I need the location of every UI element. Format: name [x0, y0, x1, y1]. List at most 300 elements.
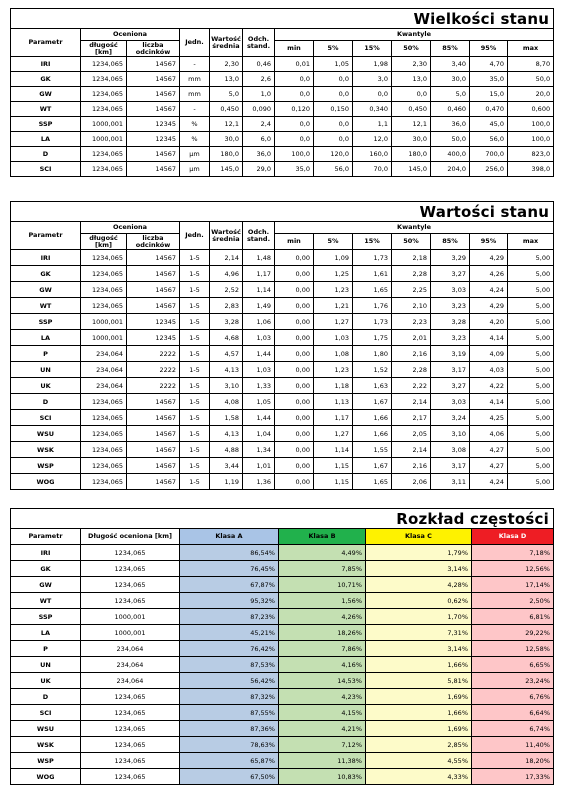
table-row: [11, 458, 554, 474]
col-q: max: [508, 41, 554, 57]
class-cell: 12,56%: [472, 561, 554, 577]
value-cell: 1,36: [243, 474, 275, 490]
param-cell: UN: [11, 657, 81, 673]
value-cell: 1,23: [314, 362, 353, 378]
table-row: [11, 162, 554, 177]
col-dlugosc: długość [km]: [81, 41, 127, 57]
class-cell: 6,76%: [472, 689, 554, 705]
value-cell: 2,17: [392, 410, 431, 426]
value-cell: 2,25: [392, 282, 431, 298]
class-cell: 4,55%: [366, 753, 472, 769]
value-cell: 0,00: [275, 378, 314, 394]
col-oceniona: Oceniona: [81, 222, 180, 234]
length-cell: 1234,065: [81, 705, 180, 721]
value-cell: 160,0: [353, 147, 392, 162]
value-cell: 4,25: [470, 410, 508, 426]
value-cell: 4,08: [210, 394, 243, 410]
param-cell: P: [11, 641, 81, 657]
value-cell: 1,05: [243, 394, 275, 410]
value-cell: 1234,065: [81, 72, 127, 87]
value-cell: 2222: [127, 346, 180, 362]
value-cell: 14567: [127, 298, 180, 314]
length-cell: 1000,001: [81, 625, 180, 641]
value-cell: 0,340: [353, 102, 392, 117]
value-cell: 0,00: [275, 458, 314, 474]
value-cell: 0,00: [275, 474, 314, 490]
class-cell: 87,32%: [180, 689, 279, 705]
class-cell: 6,81%: [472, 609, 554, 625]
table-row: [11, 641, 554, 657]
value-cell: 14567: [127, 102, 180, 117]
col-klasa-c: Klasa C: [366, 529, 472, 545]
class-cell: 1,69%: [366, 689, 472, 705]
value-cell: 2,30: [210, 57, 243, 72]
value-cell: 13,0: [210, 72, 243, 87]
value-cell: 45,0: [470, 117, 508, 132]
table-row: [11, 362, 554, 378]
value-cell: 1,25: [314, 266, 353, 282]
value-cell: 100,0: [508, 132, 554, 147]
value-cell: 1-5: [180, 330, 210, 346]
value-cell: 0,460: [431, 102, 470, 117]
param-cell: WOG: [11, 474, 81, 490]
length-cell: 1234,065: [81, 769, 180, 785]
value-cell: 1,34: [243, 442, 275, 458]
class-cell: 67,87%: [180, 577, 279, 593]
col-klasa-b: Klasa B: [279, 529, 366, 545]
value-cell: %: [180, 117, 210, 132]
param-cell: LA: [11, 132, 81, 147]
class-cell: 3,14%: [366, 561, 472, 577]
value-cell: 1-5: [180, 394, 210, 410]
value-cell: 3,0: [353, 72, 392, 87]
value-cell: 1,63: [353, 378, 392, 394]
value-cell: 1,61: [353, 266, 392, 282]
table-row: [11, 545, 554, 561]
class-cell: 18,26%: [279, 625, 366, 641]
param-cell: GW: [11, 87, 81, 102]
value-cell: 1234,065: [81, 266, 127, 282]
length-cell: 1234,065: [81, 545, 180, 561]
value-cell: 823,0: [508, 147, 554, 162]
table-row: [11, 442, 554, 458]
value-cell: 5,00: [508, 250, 554, 266]
value-cell: 1234,065: [81, 426, 127, 442]
length-cell: 1234,065: [81, 753, 180, 769]
value-cell: 2,22: [392, 378, 431, 394]
value-cell: 30,0: [392, 132, 431, 147]
col-q: 5%: [314, 234, 353, 250]
param-cell: SSP: [11, 314, 81, 330]
value-cell: 0,00: [275, 314, 314, 330]
value-cell: 0,00: [275, 394, 314, 410]
value-cell: 2,16: [392, 458, 431, 474]
value-cell: 1,23: [314, 282, 353, 298]
value-cell: 145,0: [210, 162, 243, 177]
class-cell: 76,45%: [180, 561, 279, 577]
value-cell: µm: [180, 147, 210, 162]
col-liczba: liczba odcinków: [127, 41, 180, 57]
col-klasa-d: Klasa D: [472, 529, 554, 545]
param-cell: GK: [11, 561, 81, 577]
class-cell: 45,21%: [180, 625, 279, 641]
class-cell: 11,38%: [279, 753, 366, 769]
value-cell: 2,14: [392, 442, 431, 458]
value-cell: 4,13: [210, 362, 243, 378]
value-cell: 4,03: [470, 362, 508, 378]
table-row: [11, 250, 554, 266]
class-cell: 87,55%: [180, 705, 279, 721]
value-cell: 1,19: [210, 474, 243, 490]
class-cell: 4,28%: [366, 577, 472, 593]
param-cell: WSK: [11, 442, 81, 458]
value-cell: 1,80: [353, 346, 392, 362]
col-q: 50%: [392, 234, 431, 250]
class-cell: 4,15%: [279, 705, 366, 721]
value-cell: 1,05: [314, 57, 353, 72]
value-cell: 12345: [127, 314, 180, 330]
class-cell: 6,74%: [472, 721, 554, 737]
value-cell: 1,55: [353, 442, 392, 458]
value-cell: 1234,065: [81, 162, 127, 177]
value-cell: 1-5: [180, 346, 210, 362]
value-cell: 0,0: [353, 87, 392, 102]
value-cell: 5,00: [508, 474, 554, 490]
value-cell: 1-5: [180, 426, 210, 442]
value-cell: 1,33: [243, 378, 275, 394]
value-cell: 1,17: [314, 410, 353, 426]
param-cell: WT: [11, 593, 81, 609]
value-cell: 0,0: [314, 132, 353, 147]
value-cell: 0,0: [275, 117, 314, 132]
table-row: [11, 330, 554, 346]
class-cell: 65,87%: [180, 753, 279, 769]
table-row: [11, 298, 554, 314]
value-cell: 1234,065: [81, 57, 127, 72]
value-cell: 4,29: [470, 250, 508, 266]
value-cell: 100,0: [275, 147, 314, 162]
table-row: [11, 657, 554, 673]
table-row: [11, 625, 554, 641]
value-cell: 29,0: [243, 162, 275, 177]
col-q: 85%: [431, 234, 470, 250]
col-q: max: [508, 234, 554, 250]
value-cell: 5,00: [508, 346, 554, 362]
table-row: [11, 474, 554, 490]
rozklad-czestosci-table: [10, 508, 554, 785]
value-cell: mm: [180, 72, 210, 87]
col-klasa-a: Klasa A: [180, 529, 279, 545]
value-cell: 0,46: [243, 57, 275, 72]
value-cell: 3,10: [431, 426, 470, 442]
value-cell: 0,600: [508, 102, 554, 117]
value-cell: 14567: [127, 458, 180, 474]
value-cell: 4,27: [470, 442, 508, 458]
value-cell: 4,96: [210, 266, 243, 282]
value-cell: 4,26: [470, 266, 508, 282]
value-cell: 1,67: [353, 458, 392, 474]
value-cell: 1,66: [353, 426, 392, 442]
value-cell: 1-5: [180, 378, 210, 394]
value-cell: 36,0: [431, 117, 470, 132]
value-cell: mm: [180, 87, 210, 102]
value-cell: 398,0: [508, 162, 554, 177]
value-cell: 0,00: [275, 298, 314, 314]
value-cell: 0,00: [275, 442, 314, 458]
value-cell: 4,24: [470, 282, 508, 298]
value-cell: 14567: [127, 266, 180, 282]
value-cell: 0,0: [314, 72, 353, 87]
value-cell: 13,0: [392, 72, 431, 87]
value-cell: 5,00: [508, 298, 554, 314]
param-cell: SCI: [11, 410, 81, 426]
table-row: [11, 132, 554, 147]
table-row: [11, 561, 554, 577]
value-cell: 14567: [127, 162, 180, 177]
value-cell: 1,21: [314, 298, 353, 314]
value-cell: 0,090: [243, 102, 275, 117]
value-cell: 0,450: [210, 102, 243, 117]
class-cell: 87,23%: [180, 609, 279, 625]
value-cell: 1234,065: [81, 282, 127, 298]
col-liczba: liczba odcinków: [127, 234, 180, 250]
value-cell: 12,1: [210, 117, 243, 132]
value-cell: 1-5: [180, 298, 210, 314]
length-cell: 234,064: [81, 673, 180, 689]
value-cell: 1,15: [314, 458, 353, 474]
value-cell: 1,73: [353, 314, 392, 330]
value-cell: 14567: [127, 147, 180, 162]
value-cell: 12345: [127, 132, 180, 147]
value-cell: 1,76: [353, 298, 392, 314]
value-cell: 4,27: [470, 458, 508, 474]
value-cell: 5,0: [210, 87, 243, 102]
col-q: min: [275, 41, 314, 57]
param-cell: GK: [11, 266, 81, 282]
value-cell: 5,00: [508, 458, 554, 474]
value-cell: 3,19: [431, 346, 470, 362]
value-cell: 1,08: [314, 346, 353, 362]
value-cell: 5,00: [508, 362, 554, 378]
value-cell: 3,17: [431, 362, 470, 378]
class-cell: 56,42%: [180, 673, 279, 689]
param-cell: LA: [11, 625, 81, 641]
col-kwantyle: Kwantyle: [275, 29, 554, 41]
class-cell: 6,64%: [472, 705, 554, 721]
value-cell: 1,52: [353, 362, 392, 378]
value-cell: 1,13: [314, 394, 353, 410]
value-cell: 1,75: [353, 330, 392, 346]
col-parametr: Parametr: [11, 529, 81, 545]
value-cell: 400,0: [431, 147, 470, 162]
length-cell: 1234,065: [81, 561, 180, 577]
param-cell: IRI: [11, 545, 81, 561]
value-cell: 4,88: [210, 442, 243, 458]
class-cell: 4,49%: [279, 545, 366, 561]
value-cell: 12,0: [353, 132, 392, 147]
value-cell: 1,03: [243, 330, 275, 346]
value-cell: 2,83: [210, 298, 243, 314]
value-cell: 700,0: [470, 147, 508, 162]
class-cell: 4,23%: [279, 689, 366, 705]
table-row: [11, 410, 554, 426]
value-cell: 15,0: [470, 87, 508, 102]
value-cell: 3,23: [431, 330, 470, 346]
value-cell: 12345: [127, 330, 180, 346]
class-cell: 5,81%: [366, 673, 472, 689]
value-cell: 30,0: [431, 72, 470, 87]
table-row: [11, 87, 554, 102]
value-cell: 2,30: [392, 57, 431, 72]
value-cell: 0,01: [275, 57, 314, 72]
value-cell: 14567: [127, 250, 180, 266]
value-cell: 3,40: [431, 57, 470, 72]
value-cell: 1,01: [243, 458, 275, 474]
value-cell: 256,0: [470, 162, 508, 177]
value-cell: 0,00: [275, 362, 314, 378]
value-cell: 14567: [127, 410, 180, 426]
col-oceniona: Oceniona: [81, 29, 180, 41]
value-cell: 1,44: [243, 346, 275, 362]
table-row: [11, 769, 554, 785]
class-cell: 4,21%: [279, 721, 366, 737]
value-cell: 1,66: [353, 410, 392, 426]
class-cell: 10,71%: [279, 577, 366, 593]
value-cell: 50,0: [508, 72, 554, 87]
value-cell: 3,03: [431, 282, 470, 298]
value-cell: 1234,065: [81, 147, 127, 162]
value-cell: 4,29: [470, 298, 508, 314]
param-cell: GW: [11, 577, 81, 593]
value-cell: -: [180, 102, 210, 117]
value-cell: 1,04: [243, 426, 275, 442]
length-cell: 1234,065: [81, 721, 180, 737]
table-row: [11, 721, 554, 737]
value-cell: 50,0: [431, 132, 470, 147]
class-cell: 1,66%: [366, 657, 472, 673]
value-cell: 1-5: [180, 314, 210, 330]
value-cell: 1234,065: [81, 442, 127, 458]
class-cell: 17,33%: [472, 769, 554, 785]
value-cell: 35,0: [470, 72, 508, 87]
value-cell: 3,23: [431, 298, 470, 314]
length-cell: 1000,001: [81, 609, 180, 625]
value-cell: 0,00: [275, 346, 314, 362]
value-cell: 4,70: [470, 57, 508, 72]
value-cell: 1,98: [353, 57, 392, 72]
value-cell: 2,28: [392, 362, 431, 378]
value-cell: 1,0: [243, 87, 275, 102]
value-cell: 0,470: [470, 102, 508, 117]
table-row: [11, 72, 554, 87]
value-cell: 1234,065: [81, 474, 127, 490]
length-cell: 1234,065: [81, 577, 180, 593]
col-q: 85%: [431, 41, 470, 57]
value-cell: 5,00: [508, 330, 554, 346]
value-cell: 1,48: [243, 250, 275, 266]
value-cell: 5,00: [508, 410, 554, 426]
value-cell: 14567: [127, 72, 180, 87]
class-cell: 4,26%: [279, 609, 366, 625]
table-row: [11, 593, 554, 609]
col-odch: Odch. stand.: [243, 29, 275, 57]
value-cell: 0,00: [275, 282, 314, 298]
value-cell: 5,00: [508, 426, 554, 442]
table-row: [11, 57, 554, 72]
param-cell: LA: [11, 330, 81, 346]
value-cell: 20,0: [508, 87, 554, 102]
value-cell: 1-5: [180, 266, 210, 282]
value-cell: 56,0: [470, 132, 508, 147]
value-cell: 0,120: [275, 102, 314, 117]
class-cell: 2,85%: [366, 737, 472, 753]
col-q: 5%: [314, 41, 353, 57]
table-row: [11, 117, 554, 132]
subheader-row: [11, 234, 554, 250]
length-cell: 234,064: [81, 641, 180, 657]
value-cell: 1000,001: [81, 132, 127, 147]
value-cell: 1,44: [243, 410, 275, 426]
class-cell: 95,32%: [180, 593, 279, 609]
value-cell: 1-5: [180, 362, 210, 378]
value-cell: 0,150: [314, 102, 353, 117]
param-cell: D: [11, 689, 81, 705]
header-row: [11, 529, 554, 545]
value-cell: -: [180, 57, 210, 72]
value-cell: 4,14: [470, 394, 508, 410]
value-cell: 1,09: [314, 250, 353, 266]
value-cell: 3,29: [431, 250, 470, 266]
value-cell: 1,67: [353, 394, 392, 410]
param-cell: SCI: [11, 705, 81, 721]
class-cell: 6,65%: [472, 657, 554, 673]
col-q: 95%: [470, 41, 508, 57]
value-cell: 180,0: [392, 147, 431, 162]
table-body: [11, 57, 554, 177]
value-cell: 4,09: [470, 346, 508, 362]
value-cell: 0,00: [275, 426, 314, 442]
value-cell: 3,10: [210, 378, 243, 394]
value-cell: 1000,001: [81, 117, 127, 132]
table-row: [11, 346, 554, 362]
value-cell: 1-5: [180, 474, 210, 490]
table-row: [11, 689, 554, 705]
value-cell: 12345: [127, 117, 180, 132]
table-row: [11, 705, 554, 721]
length-cell: 1234,065: [81, 737, 180, 753]
class-cell: 14,53%: [279, 673, 366, 689]
value-cell: 1-5: [180, 458, 210, 474]
value-cell: 1234,065: [81, 410, 127, 426]
class-cell: 78,63%: [180, 737, 279, 753]
col-wartosc: Wartość średnia: [210, 222, 243, 250]
value-cell: 0,0: [314, 117, 353, 132]
class-cell: 7,85%: [279, 561, 366, 577]
value-cell: 56,0: [314, 162, 353, 177]
value-cell: 2,16: [392, 346, 431, 362]
param-cell: UK: [11, 673, 81, 689]
param-cell: UN: [11, 362, 81, 378]
class-cell: 7,86%: [279, 641, 366, 657]
value-cell: 0,0: [275, 87, 314, 102]
value-cell: 1,17: [243, 266, 275, 282]
table-body: [11, 545, 554, 785]
value-cell: 1234,065: [81, 102, 127, 117]
class-cell: 86,54%: [180, 545, 279, 561]
param-cell: WSP: [11, 458, 81, 474]
value-cell: 234,064: [81, 362, 127, 378]
col-dlugosc: Długość oceniona [km]: [81, 529, 180, 545]
